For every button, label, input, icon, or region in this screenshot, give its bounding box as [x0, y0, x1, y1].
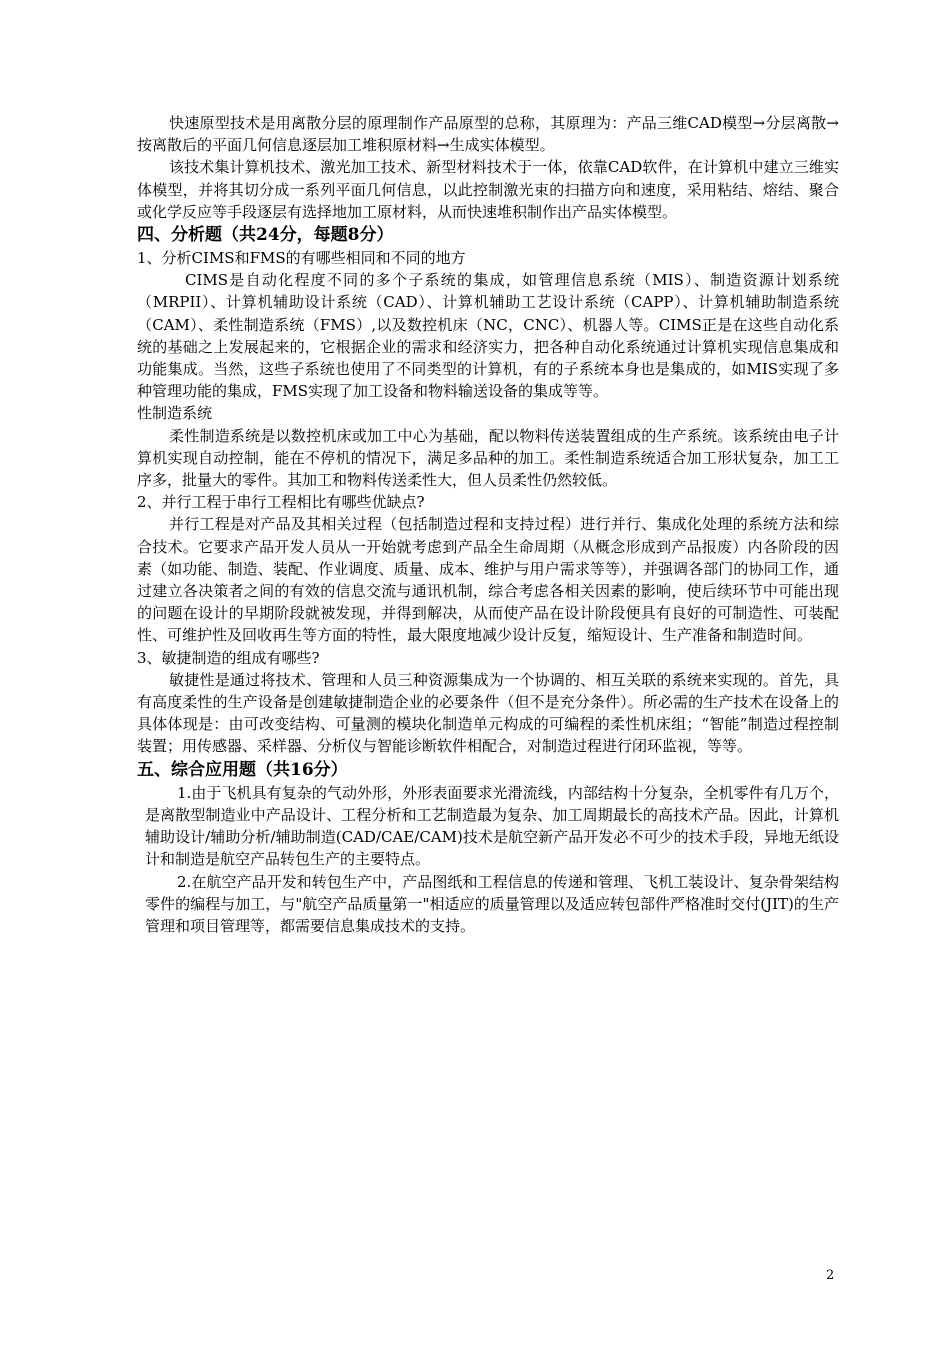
document-page [137, 112, 839, 937]
application-paragraph-2: 2.在航空产品开发和转包生产中，产品图纸和工程信息的传递和管理、飞机工装设计、复杂骨架结构零件的编程与加工，与"航空产品质量第一"相适应的质量管理以及适应转包部件严格准时交付(JIT)的生产管理和项目管理等，都需要信息集成技术的支持。 [145, 872, 839, 935]
question-1: 1、分析CIMS和FMS的有哪些相同和不同的地方 [137, 249, 466, 268]
question-3: 3、敏捷制造的组成有哪些? [137, 648, 320, 667]
answer-1-continued: 柔性制造系统是以数控机床或加工中心为基础，配以物料传送装置组成的生产系统。该系统由电子计算机实现自动控制，能在不停机的情况下，满足多品种的加工。柔性制造系统适合加工形状复杂，加工工序多，批量大的零件。其加工和物料传送柔性大，但人员柔性仍然较低。 [137, 426, 839, 490]
application-paragraph-1: 1.由于飞机具有复杂的气动外形，外形表面要求光滑流线，内部结构十分复杂，全机零件有几万个，是离散型制造业中产品设计、工程分析和工艺制造最为复杂、加工周期最长的高技术产品。因此，计算机辅助设计/辅助分析/辅助制造(CAD/CAE/CAM)技术是航空新产品开发必不可少的技术手段，异地无纸设计和制造是航空产品转包生产的主要特点。 [145, 783, 839, 869]
answer-3: 敏捷性是通过将技术、管理和人员三种资源集成为一个协调的、相互关联的系统来实现的。首先，具有高度柔性的生产设备是创建敏捷制造企业的必要条件（但不是充分条件）。所必需的生产技术在设备上的具体体现是：由可改变结构、可量测的模块化制造单元构成的可编程的柔性机床组；“智能”制造过程控制装置；用传感器、采样器、分析仪与智能诊断软件相配合，对制造过程进行闭环监视，等等。 [137, 670, 839, 756]
page-number: 2 [826, 1268, 835, 1283]
question-2: 2、并行工程于串行工程相比有哪些优缺点? [137, 493, 425, 512]
intro-paragraph-1: 快速原型技术是用离散分层的原理制作产品原型的总称，其原理为：产品三维CAD模型→分层离散→按离散后的平面几何信息逐层加工堆积原材料→生成实体模型。 [137, 114, 839, 155]
answer-1: CIMS是自动化程度不同的多个子系统的集成，如管理信息系统（MIS）、制造资源计划系统（MRPII）、计算机辅助设计系统（CAD）、计算机辅助工艺设计系统（CAPP）、计算机辅助制造系统（CAM）、柔性制造系统（FMS）,以及数控机床（NC，CNC）、机器人等。CIMS正是在这些自动化系统的基础之上发展起来的，它根据企业的需求和经济实力，把各种自动化系统通过计算机实现信息集成和功能集成。当然，这些子系统也使用了不同类型的计算机，有的子系统本身也是集成的，如MIS实现了多种管理功能的集成，FMS实现了加工设备和物料输送设备的集成等等。 [137, 271, 839, 401]
section-4-heading: 四、分析题（共24分，每题8分） [137, 225, 394, 246]
answer-2: 并行工程是对产品及其相关过程（包括制造过程和支持过程）进行并行、集成化处理的系统方法和综合技术。它要求产品开发人员从一开始就考虑到产品全生命周期（从概念形成到产品报废）内各阶段的因素（如功能、制造、装配、作业调度、质量、成本、维护与用户需求等等），并强调各部门的协同工作，通过建立各决策者之间的有效的信息交流与通讯机制，综合考虑各相关因素的影响，使后续环节中可能出现的问题在设计的早期阶段就被发现，并得到解决，从而使产品在设计阶段便具有良好的可制造性、可装配性、可维护性及回收再生等方面的特性，最大限度地减少设计反复，缩短设计、生产准备和制造时间。 [137, 515, 839, 645]
answer-1-fragment: 性制造系统 [137, 404, 213, 423]
section-5-heading: 五、综合应用题（共16分） [137, 759, 348, 780]
section-5-body [137, 782, 839, 937]
intro-paragraph-2: 该技术集计算机技术、激光加工技术、新型材料技术于一体，依靠CAD软件，在计算机中建立三维实体模型，并将其切分成一系列平面几何信息，以此控制激光束的扫描方向和速度，采用粘结、熔结、聚合或化学反应等手段逐层有选择地加工原材料，从而快速堆积制作出产品实体模型。 [137, 158, 839, 221]
